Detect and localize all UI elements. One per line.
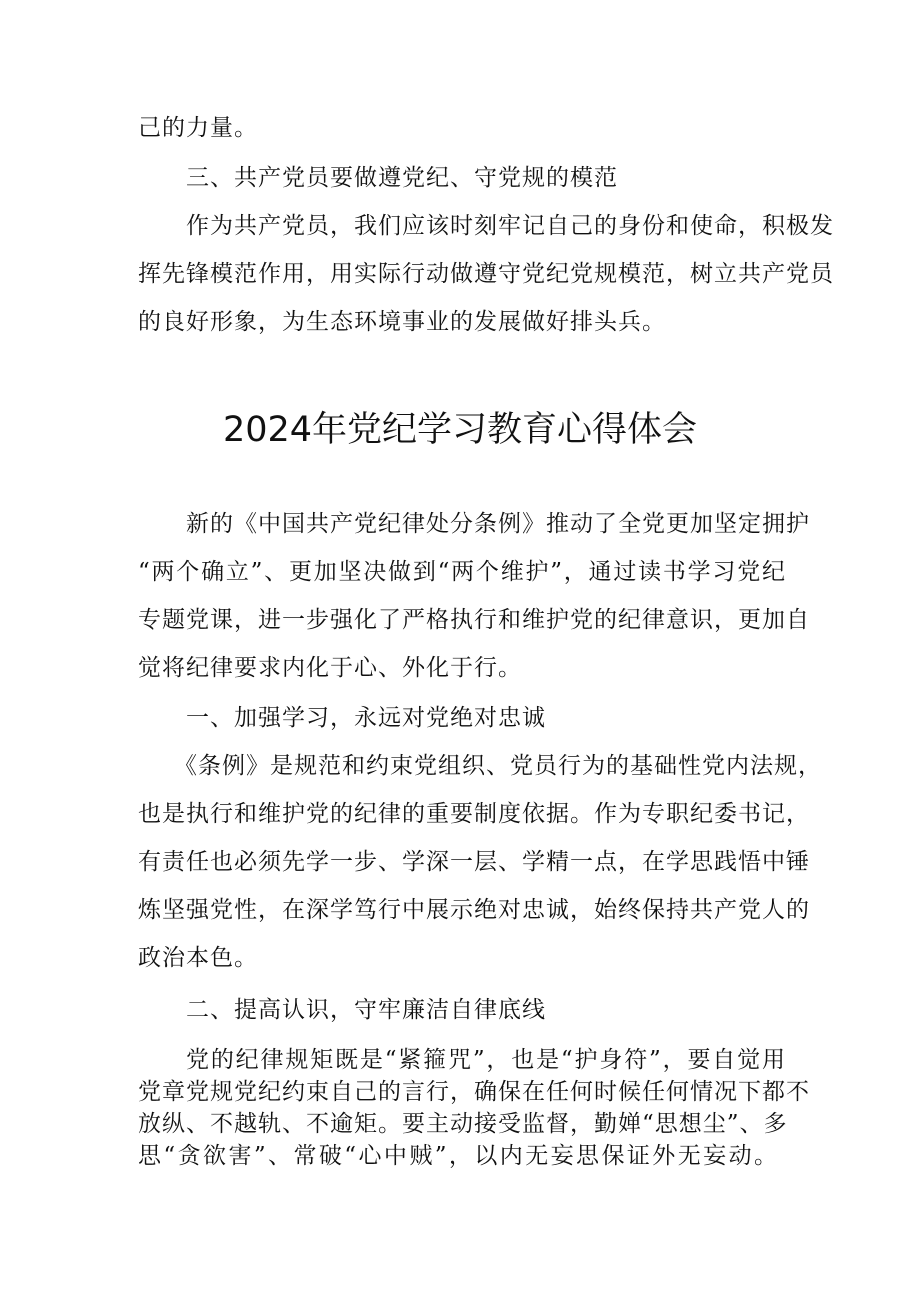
section2-line: 放纵、不越轨、不逾矩。要主动接受监督，勤婵“思想尘”、多 [138,1111,788,1137]
paragraph-line: 作为共产党员，我们应该时刻牢记自己的身份和使命，积极发 [186,213,834,239]
section1-line: 炼坚强党性，在深学笃行中展示绝对忠诚，始终保持共产党人的 [138,897,810,923]
section-heading-3: 三、共产党员要做遵党纪、守党规的模范 [186,165,618,191]
section2-line: 思“贪欲害”、常破“心中贼”，以内无妄思保证外无妄动。 [138,1143,778,1169]
paragraph-line: 挥先锋模范作用，用实际行动做遵守党纪党规模范，树立共产党员 [138,261,834,287]
section2-line: 党的纪律规矩既是“紧箍咒”，也是“护身符”，要自觉用 [186,1047,786,1073]
section2-line: 党章党规党纪约束自己的言行，确保在任何时候任何情况下都不 [138,1079,810,1105]
paragraph-line: 的良好形象，为生态环境事业的发展做好排头兵。 [138,309,666,335]
intro-line: 觉将纪律要求内化于心、外化于行。 [138,655,522,681]
intro-line: 专题党课，进一步强化了严格执行和维护党的纪律意识，更加自 [138,607,810,633]
section-heading-1: 一、加强学习，永远对党绝对忠诚 [186,705,546,731]
section1-line: 《条例》是规范和约束党组织、党员行为的基础性党内法规， [174,753,822,779]
section1-line: 政治本色。 [138,945,258,971]
intro-line: 新的《中国共产党纪律处分条例》推动了全党更加坚定拥护 [186,511,810,537]
section1-line: 有责任也必须先学一步、学深一层、学精一点，在学思践悟中锤 [138,849,810,875]
page-title: 2024年党纪学习教育心得体会 [222,410,698,450]
intro-line: “两个确立”、更加坚决做到“两个维护”，通过读书学习党纪 [138,559,786,585]
paragraph-line: 己的力量。 [138,115,258,141]
section-heading-2: 二、提高认识，守牢廉洁自律底线 [186,997,546,1023]
section1-line: 也是执行和维护党的纪律的重要制度依据。作为专职纪委书记， [138,801,810,827]
